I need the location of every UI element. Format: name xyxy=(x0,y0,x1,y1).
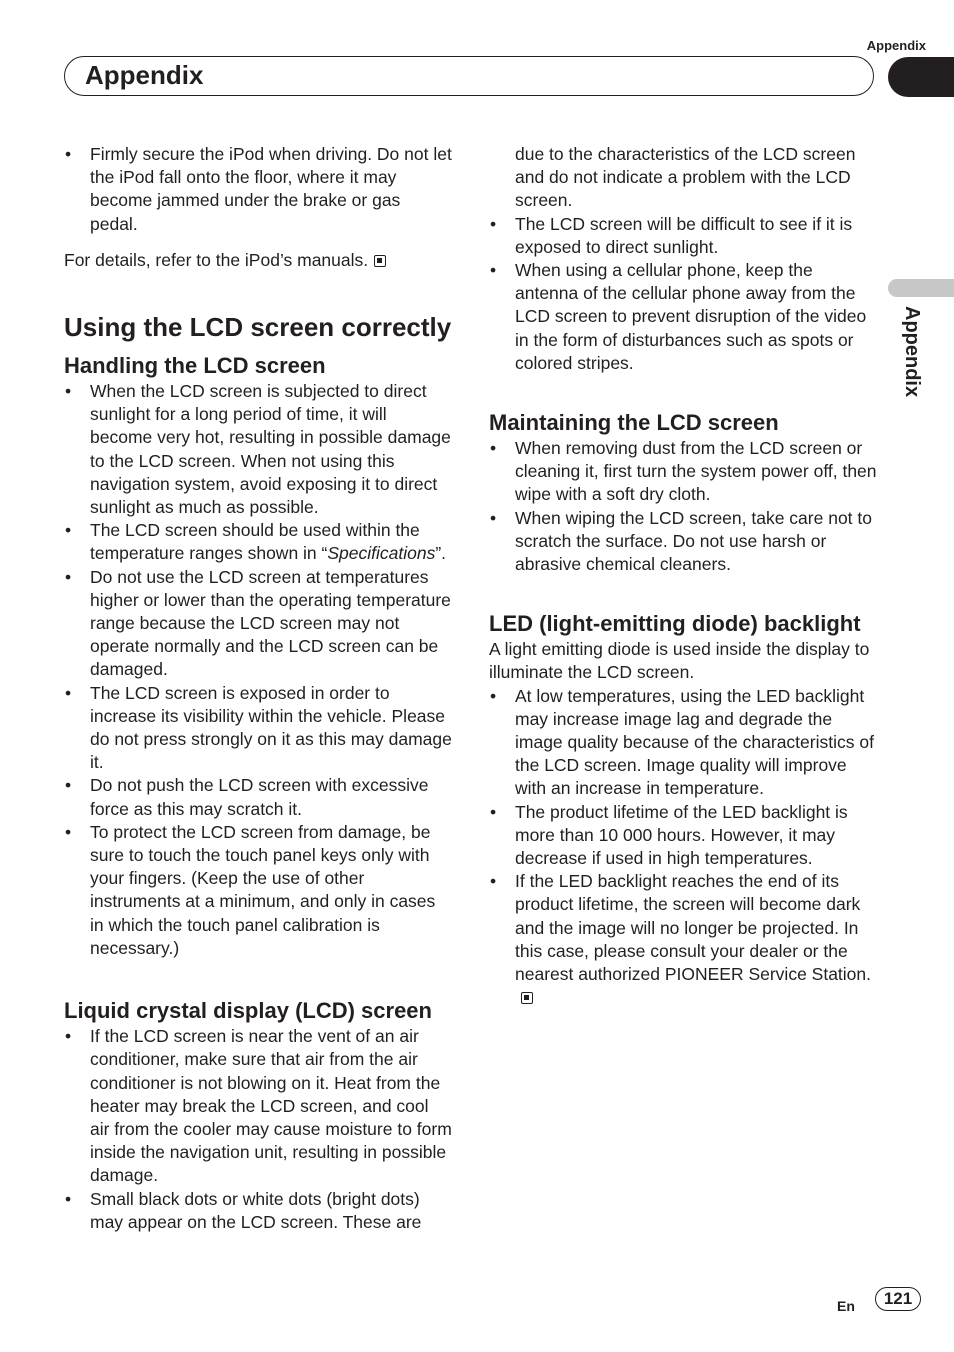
led-heading: LED (light-emitting diode) backlight xyxy=(489,611,861,637)
side-tab-marker xyxy=(888,279,954,297)
chapter-header-bar xyxy=(64,56,874,96)
led-intro: A light emitting diode is used inside the display to illuminate the LCD screen. xyxy=(489,639,870,683)
handling-bullet-list xyxy=(64,380,452,960)
list-item-text: If the LED backlight reaches the end of its product lifetime, the screen will become dark and the image will no longer be projected. In this case, please consult your dealer or the nearest authorized PIONEER Service Station. xyxy=(515,871,872,985)
list-item xyxy=(64,519,452,565)
language-label: En xyxy=(837,1298,855,1314)
list-item: • If the LCD screen is near the vent of an air conditioner, make sure that air from the air conditioner is not blowing on it. Heat from the heater may break the LCD screen, and cool air from the cooler may cause moisture to form inside the navigation unit, resulting in possible damage. xyxy=(64,1025,452,1187)
left-column xyxy=(64,143,452,1234)
handling-heading: Handling the LCD screen xyxy=(64,353,326,379)
list-item-text: The LCD screen should be used within the temperature ranges shown in “ xyxy=(90,520,420,564)
intro-bullet-list xyxy=(64,143,452,236)
continued-bullet-list xyxy=(489,213,877,375)
running-header-label: Appendix xyxy=(866,38,926,53)
list-item: • At low temperatures, using the LED backlight may increase image lag and degrade the image quality because of the characteristics of the LCD screen. Image quality will improve with an increase in temperature. xyxy=(489,685,877,801)
side-chapter-label: Appendix xyxy=(901,306,923,398)
intro-text: For details, refer to the iPod’s manuals. xyxy=(64,249,369,270)
right-column xyxy=(489,143,877,1010)
list-item: • When the LCD screen is subjected to direct sunlight for a long period of time, it will become very hot, resulting in possible damage to the LCD screen. When not using this navigation system, avoid exposing it to direct sunlight as much as possible. xyxy=(64,380,452,519)
list-item: • To protect the LCD screen from damage, be sure to touch the touch panel keys only with your fingers. (Keep the use of other instruments at a minimum, and only in cases in which the touch panel calibration is necessary.) xyxy=(64,821,452,960)
list-item: • The LCD screen is exposed in order to increase its visibility within the vehicle. Please do not press strongly on it as this may damage it. xyxy=(64,682,452,775)
lcd-bullet-list xyxy=(64,1025,452,1234)
continued-text: due to the characteristics of the LCD screen and do not indicate a problem with the LCD screen. xyxy=(515,144,856,211)
chapter-tab-marker xyxy=(888,57,954,97)
list-item: • The LCD screen will be difficult to see if it is exposed to direct sunlight. xyxy=(489,213,877,259)
list-item: • When wiping the LCD screen, take care not to scratch the surface. Do not use harsh or abrasive chemical cleaners. xyxy=(489,507,877,577)
list-item: • Firmly secure the iPod when driving. Do not let the iPod fall onto the floor, where it may become jammed under the brake or gas pedal. xyxy=(64,143,452,236)
page-number: 121 xyxy=(875,1287,921,1311)
chapter-title: Appendix xyxy=(85,60,204,90)
section-title: Using the LCD screen correctly xyxy=(64,312,452,343)
end-mark-icon xyxy=(521,992,533,1004)
intro-paragraph xyxy=(64,249,452,272)
list-item: • Do not use the LCD screen at temperatures higher or lower than the operating temperature range because the LCD screen may not operate normally and the LCD screen can be damaged. xyxy=(64,566,452,682)
list-item: • When using a cellular phone, keep the antenna of the cellular phone away from the LCD screen to prevent disruption of the video in the form of disturbances such as spots or colored stripes. xyxy=(489,259,877,375)
list-item: • Small black dots or white dots (bright dots) may appear on the LCD screen. These are xyxy=(64,1188,452,1234)
led-bullet-list xyxy=(489,685,877,1010)
list-item-suffix: ”. xyxy=(435,543,447,564)
maintaining-heading: Maintaining the LCD screen xyxy=(489,410,779,436)
list-item: • Do not push the LCD screen with excessive force as this may scratch it. xyxy=(64,774,452,820)
maintaining-bullet-list xyxy=(489,437,877,576)
list-item xyxy=(489,870,877,1009)
specifications-reference: Specifications xyxy=(327,543,436,564)
lcd-heading: Liquid crystal display (LCD) screen xyxy=(64,998,432,1024)
list-item: • The product lifetime of the LED backlight is more than 10 000 hours. However, it may decrease if used in high temperatures. xyxy=(489,801,877,871)
list-item: • When removing dust from the LCD screen or cleaning it, first turn the system power off, then wipe with a soft dry cloth. xyxy=(489,437,877,507)
end-mark-icon xyxy=(374,255,386,267)
